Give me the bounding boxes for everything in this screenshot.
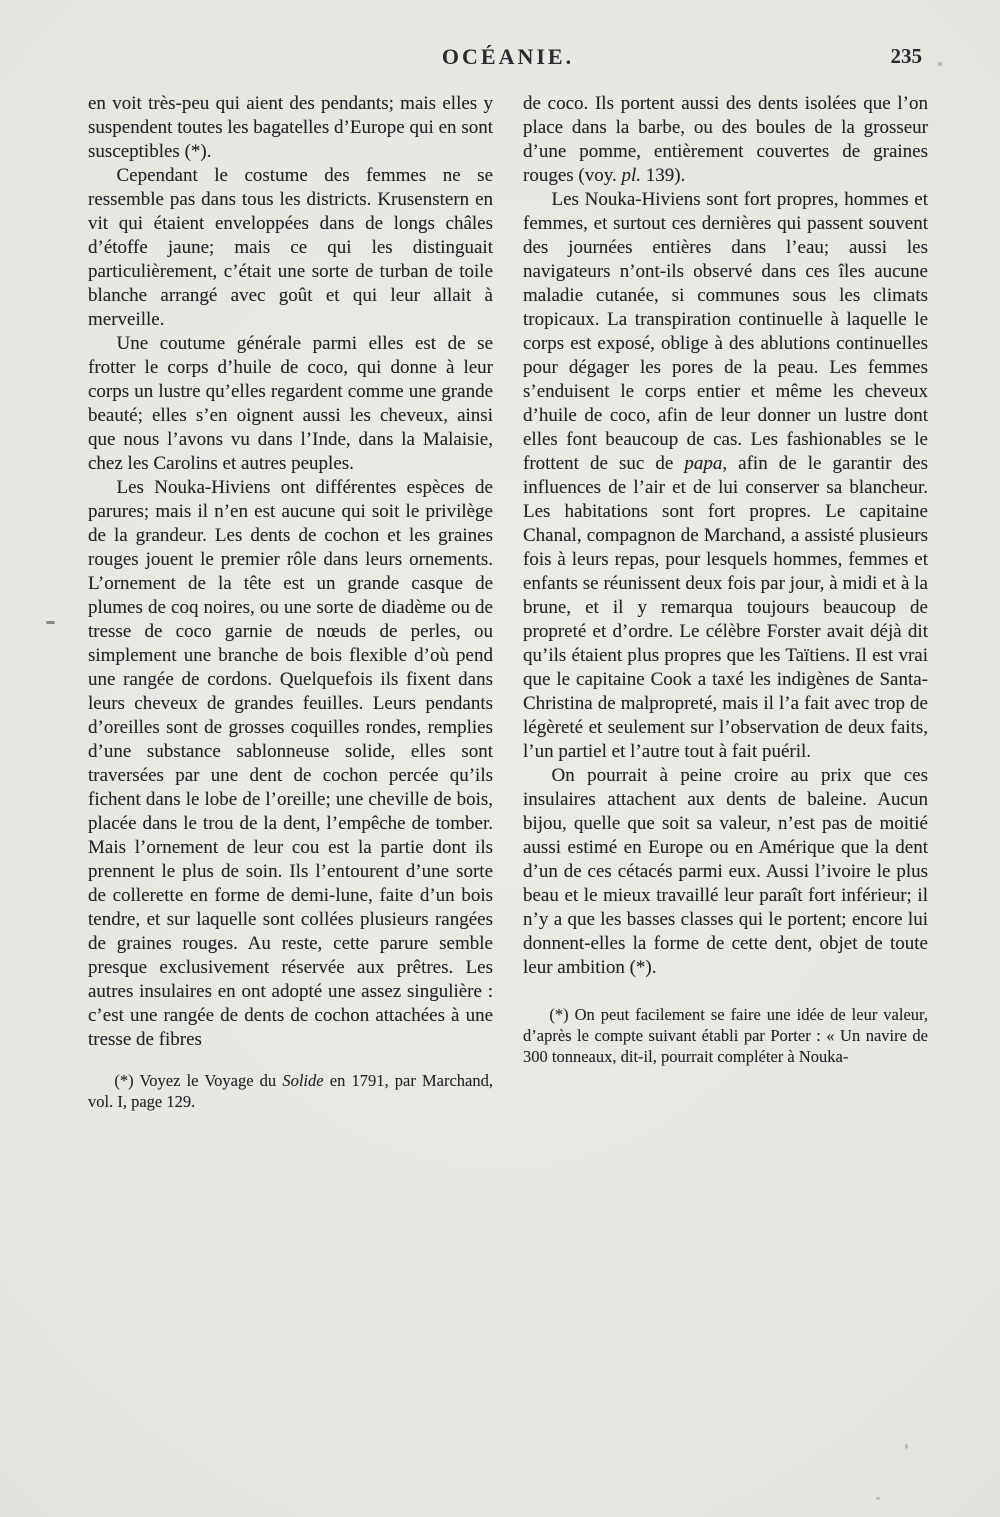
- left-column-text: [88, 92, 493, 1052]
- text-run: , afin de le garantir des influences de l’air et de lui conserver sa blancheur. Les habitations sont fort propres. Le capitaine Chanal, compagnon de Marchand, a assisté plusieurs fois à leurs repas, pour lesquels hommes, femmes et enfants se réunissent deux fois par jour, à midi et à la brune, et il y remarqua toujours beaucoup de propreté et d’ordre. Le célèbre Forster avait déjà dit qu’ils étaient plus propres que les Taïtiens. Il est vrai que le capitaine Cook a taxé les indigènes de Santa-Christina de malpropreté, mais il l’a fait avec trop de légèreté et seulement sur l’observation de deux faits, l’un partiel et l’autre tout à fait puéril.: [523, 453, 928, 762]
- italic-text-run: pl.: [621, 165, 642, 186]
- text-run: Cependant le costume des femmes ne se ressemble pas dans tous les districts. Krusenstern en vit qui étaient enveloppées dans de longs châles d’étoffe jaune; mais ce qui les distinguait particulièrement, c’était une sorte de turban de toile blanche arrangé avec goût et qui leur allait à merveille.: [88, 165, 493, 330]
- right-column: [523, 92, 928, 1112]
- text-run: (*) Voyez le Voyage du: [114, 1071, 283, 1090]
- text-run: 139).: [641, 165, 686, 186]
- paragraph: [88, 164, 493, 332]
- left-column: [88, 92, 493, 1112]
- page-header: [88, 44, 928, 78]
- text-run: (*) On peut facilement se faire une idée de leur valeur, d’après le compte suivant établi par Porter : « Un navire de 300 tonneaux, dit-il, pourrait compléter à Nouka-: [523, 1005, 928, 1066]
- paragraph: [88, 476, 493, 1052]
- text-run: en 1791, par Marchand, vol. I, page 129.: [88, 1071, 493, 1111]
- scan-speck: [905, 1444, 908, 1449]
- text-run: Une coutume générale parmi elles est de se frotter le corps d’huile de coco, qui donne à leur corps un lustre qu’elles regardent comme une grande beauté; elles s’en oignent aussi les cheveux, ainsi que nous l’avons vu dans l’Inde, dans la Malaisie, chez les Carolins et autres peuples.: [88, 333, 493, 474]
- right-column-text: [523, 92, 928, 980]
- paragraph: [523, 764, 928, 980]
- text-run: Les Nouka-Hiviens ont différentes espèces de parures; mais il n’en est aucune qui soit le privilège de la grandeur. Les dents de cochon et les graines rouges jouent le premier rôle dans leurs ornements. L’ornement de la tête est un grande casque de plumes de coq noires, ou une sorte de diadème ou de tresse de coco garnie de nœuds de perles, ou simplement une branche de bois flexible d’où pend une rangée de cordons. Quelquefois ils fixent dans leurs cheveux de grandes feuilles. Leurs pendants d’oreilles sont de grosses coquilles rondes, remplies d’une substance sablonneuse solide, elles sont traversées par une dent de cochon percée qu’ils fichent dans le lobe de l’oreille; une cheville de bois, placée dans le trou de la dent, l’empêche de tomber. Mais l’ornement de leur cou est la partie dont ils prennent le plus de soin. Ils l’entourent d’une sorte de collerette en forme de demi-lune, faite d’un bois tendre, et sur laquelle sont collées plusieurs rangées de graines rouges. Au reste, cette parure semble presque exclusivement réservée aux prêtres. Les autres insulaires en ont adopté une assez singulière : c’est une rangée de dents de cochon attachées à une tresse de fibres: [88, 477, 493, 1050]
- text-run: de coco. Ils portent aussi des dents isolées que l’on place dans la barbe, ou des boules de la grosseur d’une pomme, entièrement couvertes de graines rouges (voy.: [523, 93, 928, 186]
- paragraph: [523, 92, 928, 188]
- italic-text-run: papa: [684, 453, 723, 474]
- text-run: en voit très-peu qui aient des pendants; mais elles y suspendent toutes les bagatelles d’Europe qui en sont susceptibles (*).: [88, 93, 493, 162]
- paragraph: [88, 332, 493, 476]
- right-footnote: [523, 1004, 928, 1067]
- scan-speck: [938, 62, 942, 66]
- left-footnote: [88, 1070, 493, 1112]
- text-run: On pourrait à peine croire au prix que ces insulaires attachent aux dents de baleine. Aucun bijou, quelle que soit sa valeur, n’est pas de moitié aussi estimé en Europe ou en Amérique que la dent d’un de ces cétacés parmi eux. Aussi l’ivoire le plus beau et le mieux travaillé leur paraît fort inférieur; il n’y a que les basses classes qui le portent; encore lui donnent-elles la forme de cette dent, objet de toute leur ambition (*).: [523, 765, 928, 978]
- italic-text-run: Solide: [282, 1071, 324, 1090]
- page-number: 235: [890, 44, 922, 68]
- margin-mark: [46, 621, 55, 624]
- two-column-text: [88, 92, 928, 1112]
- scan-speck: [876, 1497, 880, 1500]
- running-head-title: OCÉANIE.: [441, 44, 575, 69]
- text-run: Les Nouka-Hiviens sont fort propres, hommes et femmes, et surtout ces dernières qui passent souvent des journées entières dans l’eau; aussi les navigateurs n’ont-ils observé dans ces îles aucune maladie cutanée, si communes sous les climats tropicaux. La transpiration continuelle à laquelle le corps est exposé, oblige à des ablutions continuelles pour dégager les pores de la peau. Les femmes s’enduisent le corps entier et même les cheveux d’huile de coco, afin de leur donner un lustre dont elles font beaucoup de cas. Les fashionables se le frottent de suc de: [523, 189, 928, 474]
- paragraph: [523, 188, 928, 764]
- paragraph: [88, 92, 493, 164]
